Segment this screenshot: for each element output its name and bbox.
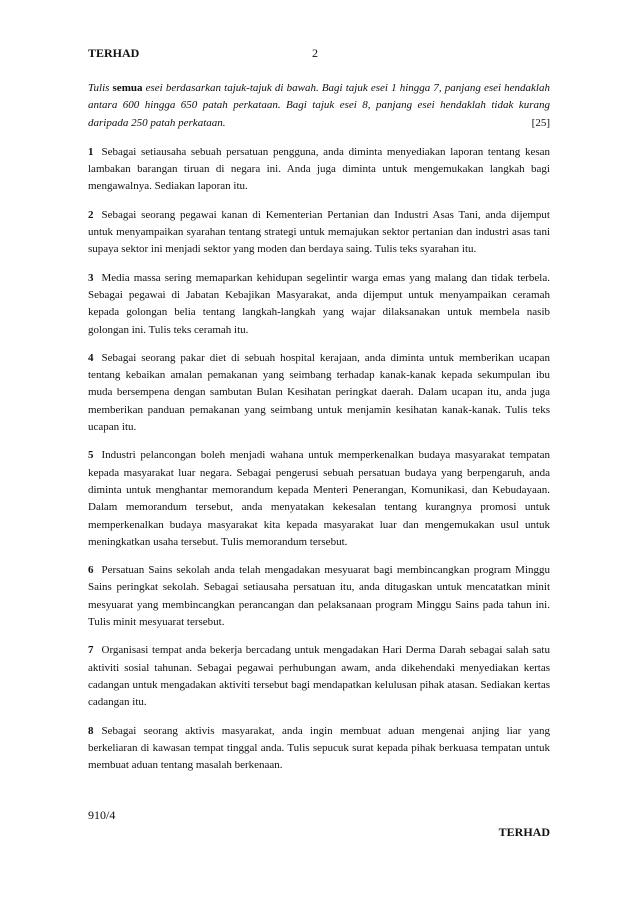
question-text: Industri pelancongan boleh menjadi wahana untuk memperkenalkan budaya masyarakat tempatan kepada masyarakat luar negara. Sebagai pengerusi sebuah persatuan budaya yang berpengaruh, anda diminta untuk menghantar memorandum kepada Menteri Penerangan, Komunikasi, dan Kebudayaan. Dalam memorandum tersebut, anda menyatakan kekesalan tentang kurangnya promosi untuk memperkenalkan budaya masyarakat kita kepada masyarakat luar dan mengemukakan usul untuk meningkatkan usaha tersebut. Tulis memorandum tersebut. bbox=[88, 449, 550, 548]
question-3 bbox=[88, 270, 550, 339]
question-number: 4 bbox=[88, 351, 94, 364]
question-number: 3 bbox=[88, 271, 94, 284]
question-5 bbox=[88, 447, 550, 551]
question-text: Sebagai seorang aktivis masyarakat, anda ingin membuat aduan mengenai anjing liar yang berkeliaran di kawasan tempat tinggal anda. Tulis sepucuk surat kepada pihak berkuasa tempatan untuk membuat aduan tentang masalah berkenaan. bbox=[88, 724, 550, 772]
question-number: 8 bbox=[88, 724, 94, 737]
instructions bbox=[88, 80, 550, 132]
question-text: Sebagai seorang pakar diet di sebuah hospital kerajaan, anda diminta untuk memberikan ucapan tentang kebaikan amalan pemakanan yang seimbang terhadap kanak-kanak kepada sekumpulan ibu muda bersempena dengan sambutan Bulan Kesihatan peringkat daerah. Dalam ucapan itu, anda juga memberikan panduan pemakanan yang seimbang untuk menjamin kesihatan kanak-kanak. Tulis teks ucapan itu. bbox=[88, 351, 550, 434]
question-text: Organisasi tempat anda bekerja bercadang untuk mengadakan Hari Derma Darah sebagai salah satu aktiviti sosial tahunan. Sebagai pegawai perhubungan awam, anda dikehendaki menyediakan kertas cadangan untuk mengadakan aktiviti tersebut bagi mendapatkan kelulusan pihak atasan. Sediakan kertas cadangan itu. bbox=[88, 644, 550, 709]
question-text: Sebagai seorang pegawai kanan di Kementerian Pertanian dan Industri Asas Tani, anda dijemput untuk menyampaikan syarahan tentang strategi untuk memajukan sektor pertanian dan industri asas tani supaya sektor ini menjadi sektor yang moden dan berdaya saing. Tulis teks syarahan itu. bbox=[88, 208, 550, 256]
question-text: Media massa sering memaparkan kehidupan segelintir warga emas yang malang dan tidak terbela. Sebagai pegawai di Jabatan Kebajikan Masyarakat, anda dijemput untuk menyampaikan ceramah kepada golongan belia tentang langkah-langkah yang wajar dilaksanakan untuk membela nasib golongan ini. Tulis teks ceramah itu. bbox=[88, 271, 550, 336]
footer-classification: TERHAD bbox=[498, 825, 550, 839]
question-1 bbox=[88, 144, 550, 196]
question-text: Persatuan Sains sekolah anda telah mengadakan mesyuarat bagi membincangkan program Minggu Sains peringkat sekolah. Sebagai setiausaha persatuan itu, anda ditugaskan untuk mencatatkan minit mesyuarat yang membincangkan perancangan dan pelaksanaan program Minggu Sains pada tahun ini. Tulis minit mesyuarat tersebut. bbox=[88, 564, 550, 629]
question-number: 2 bbox=[88, 208, 94, 221]
instructions-body: esei berdasarkan tajuk-tajuk di bawah. Bagi tajuk esei 1 hingga 7, panjang esei hendaklah antara 600 hingga 650 patah perkataan. Bagi tajuk esei 8, panjang esei hendaklah tidak kurang daripada 250 patah perkataan. bbox=[88, 82, 550, 129]
header-classification: TERHAD bbox=[88, 46, 140, 60]
question-7 bbox=[88, 642, 550, 711]
paper-code: 910/4 bbox=[88, 808, 116, 822]
page-content bbox=[88, 80, 550, 785]
question-text: Sebagai setiausaha sebuah persatuan pengguna, anda diminta menyediakan laporan tentang kesan lambakan barangan tiruan di negara ini. Anda juga diminta untuk mengemukakan langkah bagi mengawalnya. Sediakan laporan itu. bbox=[88, 145, 550, 193]
question-2 bbox=[88, 207, 550, 259]
question-number: 6 bbox=[88, 564, 94, 577]
page-number: 2 bbox=[312, 46, 318, 60]
question-8 bbox=[88, 723, 550, 775]
marks-total: [25] bbox=[531, 116, 550, 129]
instructions-emphasis: semua bbox=[112, 82, 143, 94]
question-number: 1 bbox=[88, 145, 94, 158]
question-6 bbox=[88, 562, 550, 631]
question-number: 5 bbox=[88, 449, 94, 462]
instructions-prefix: Tulis bbox=[88, 82, 110, 94]
question-4 bbox=[88, 350, 550, 436]
question-number: 7 bbox=[88, 644, 94, 657]
